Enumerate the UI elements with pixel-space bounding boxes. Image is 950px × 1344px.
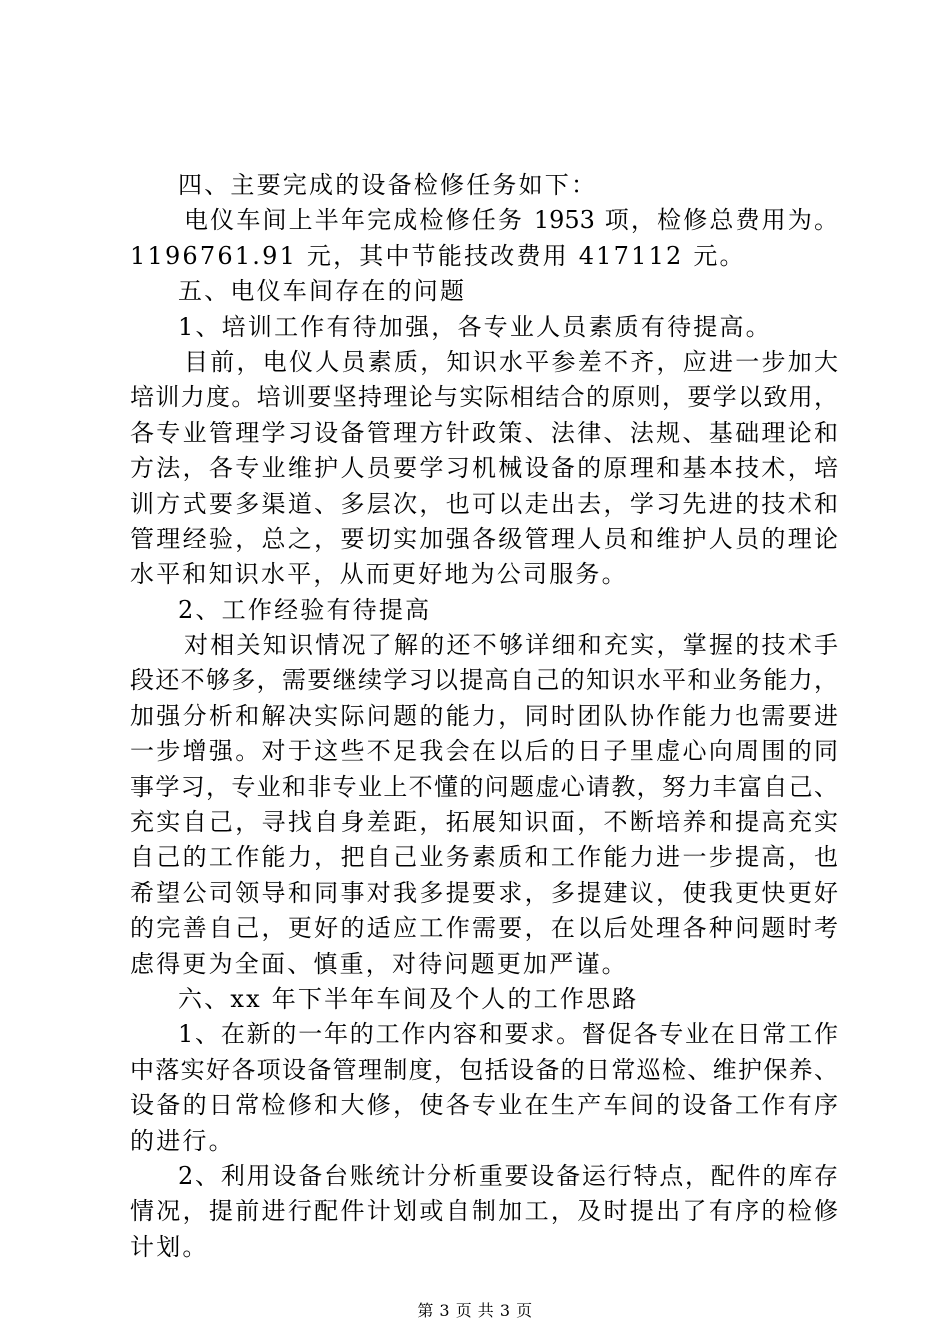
paragraph-line: 虑得更为全面、慎重，对待问题更加严谨。 xyxy=(130,949,628,978)
paragraph-line: 希望公司领导和同事对我多提要求，多提建议，使我更快更好 xyxy=(130,878,838,907)
paragraph-line: 事学习，专业和非专业上不懂的问题虚心请教，努力丰富自己、 xyxy=(130,772,838,801)
paragraph-line: 加强分析和解决实际问题的能力，同时团队协作能力也需要进 xyxy=(130,701,838,730)
paragraph-line: 目前，电仪人员素质，知识水平参差不齐，应进一步加大 xyxy=(184,347,838,376)
paragraph-line: 2、利用设备台账统计分析重要设备运行特点，配件的库存 xyxy=(178,1161,838,1190)
paragraph-line: 设备的日常检修和大修，使各专业在生产车间的设备工作有序 xyxy=(130,1091,838,1120)
paragraph-line: 的完善自己，更好的适应工作需要，在以后处理各种问题时考 xyxy=(130,914,838,943)
paragraph-line: 段还不够多，需要继续学习以提高自己的知识水平和业务能力， xyxy=(130,666,838,695)
subsection-heading: 2、工作经验有待提高 xyxy=(178,595,432,624)
paragraph-line: 管理经验，总之，要切实加强各级管理人员和维护人员的理论 xyxy=(130,524,838,553)
subsection-heading: 1、培训工作有待加强，各专业人员素质有待提高。 xyxy=(178,312,772,341)
paragraph-line: 情况，提前进行配件计划或自制加工，及时提出了有序的检修 xyxy=(130,1197,838,1226)
paragraph-line: 计划。 xyxy=(130,1232,209,1261)
paragraph-line: 的进行。 xyxy=(130,1126,235,1155)
section-heading: 五、电仪车间存在的问题 xyxy=(178,277,467,306)
paragraph-line: 一步增强。对于这些不足我会在以后的日子里虚心向周围的同 xyxy=(130,737,838,766)
page-number-label: 第 3 页 共 3 页 xyxy=(417,1301,533,1320)
section-heading: 四、主要完成的设备检修任务如下： xyxy=(178,171,598,199)
paragraph-line: 自己的工作能力，把自己业务素质和工作能力进一步提高，也 xyxy=(130,843,838,872)
paragraph-line: 对相关知识情况了解的还不够详细和充实，掌握的技术手 xyxy=(184,631,838,660)
paragraph-line: 方法，各专业维护人员要学习机械设备的原理和基本技术，培 xyxy=(130,454,838,483)
paragraph-line: 充实自己，寻找自身差距，拓展知识面，不断培养和提高充实 xyxy=(130,808,838,837)
paragraph-line: 1196761.91 元，其中节能技改费用 417112 元。 xyxy=(130,241,746,270)
page-footer xyxy=(0,1298,950,1321)
section-heading: 六、xx 年下半年车间及个人的工作思路 xyxy=(178,984,639,1013)
paragraph-line: 1、在新的一年的工作内容和要求。督促各专业在日常工作 xyxy=(178,1020,838,1049)
paragraph-line: 训方式要多渠道、多层次，也可以走出去，学习先进的技术和 xyxy=(130,489,838,518)
paragraph-line: 各专业管理学习设备管理方针政策、法律、法规、基础理论和 xyxy=(130,418,838,447)
paragraph-line: 电仪车间上半年完成检修任务 1953 项，检修总费用为。 xyxy=(184,206,838,235)
document-body xyxy=(130,168,838,1265)
paragraph-line: 培训力度。培训要坚持理论与实际相结合的原则，要学以致用， xyxy=(130,383,838,412)
paragraph-line: 中落实好各项设备管理制度，包括设备的日常巡检、维护保养、 xyxy=(130,1055,838,1084)
paragraph-line: 水平和知识水平，从而更好地为公司服务。 xyxy=(130,560,628,589)
